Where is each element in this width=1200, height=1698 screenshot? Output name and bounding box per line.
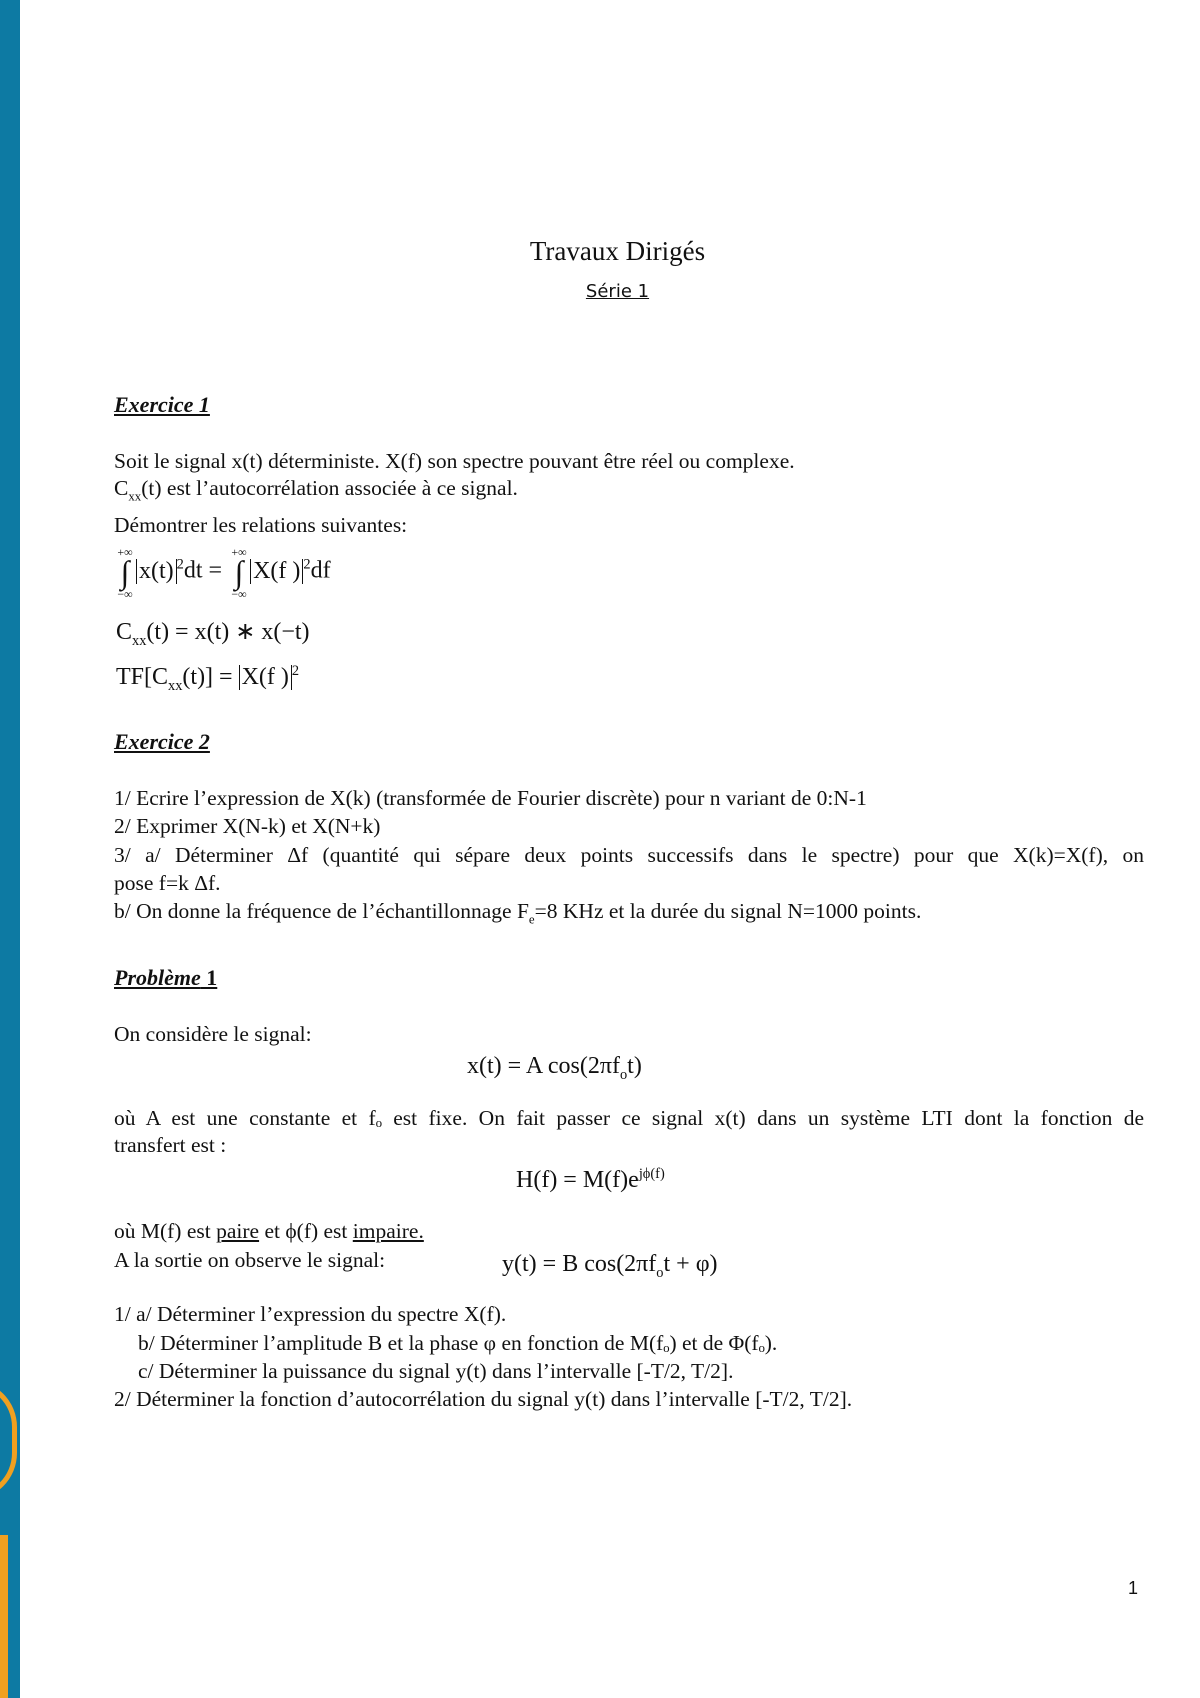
probleme1-para1: où A est une constante et fₒ est fixe. On fait passer ce signal x(t) dans un système LTI dont la fonction de: [114, 1106, 1144, 1130]
document-title: Travaux Dirigés: [529, 236, 706, 266]
exercice2-q3a: 3/ a/ Déterminer Δf (quantité qui sépare deux points successifs dans le spectre) pour que X(k)=X(f), on: [114, 843, 1144, 867]
probleme1-para1-cont: transfert est :: [114, 1133, 227, 1157]
probleme1-q1a: 1/ a/ Déterminer l’expression du spectre X(f).: [114, 1302, 507, 1326]
formula-autocorrelation: $C_{xx}(t) = x(t)$ ∗ x(−t): [116, 619, 310, 649]
exercice1-line2: $C_{xx}(t)$ est l’autocorrélation associée à ce signal.: [114, 476, 518, 504]
integral-sign: ∫ +∞ −∞: [117, 545, 133, 601]
formula-parseval: ∫ +∞ −∞ x(t) $^2$dt = ∫ +∞ −∞ X(f ) $^2$df: [114, 556, 331, 588]
formula-output-signal: y(t) = B $\cos(2\pi f_ot + \varphi)$: [502, 1251, 718, 1281]
probleme1-intro: On considère le signal:: [114, 1022, 312, 1046]
integral-sign: ∫ +∞ −∞: [231, 545, 247, 601]
probleme1-para2: où M(f) est paire et ϕ(f) est impaire.: [114, 1219, 424, 1243]
page-number: 1: [1128, 1578, 1139, 1598]
formula-transfer-function: $H(f) = M(f)e^{j\phi(f)}$: [516, 1166, 665, 1193]
exercice1-heading: Exercice 1: [114, 392, 210, 417]
exercice1-line3: Démontrer les relations suivantes:: [114, 513, 408, 537]
exercice2-q2: 2/ Exprimer X(N-k) et X(N+k): [114, 814, 381, 838]
probleme1-q2: 2/ Déterminer la fonction d’autocorrélation du signal y(t) dans l’intervalle [-T/2, T/2].: [114, 1387, 853, 1411]
document-subtitle: Série 1: [585, 281, 650, 302]
formula-fourier-transform: $TF[C_{xx}(t)] = X(f$ ) $^2$: [116, 663, 300, 694]
probleme1-heading: Problème 1: [114, 965, 218, 990]
exercice2-heading: Exercice 2: [114, 729, 210, 754]
exercice1-line1: Soit le signal x(t) déterministe. X(f) son spectre pouvant être réel ou complexe.: [114, 449, 795, 473]
exercice2-q1: 1/ Ecrire l’expression de X(k) (transformée de Fourier discrète) pour n variant de 0:N-1: [114, 786, 867, 810]
formula-input-signal: x(t) = A $\cos(2\pi f_ot)$: [467, 1053, 642, 1083]
probleme1-para3: A la sortie on observe le signal:: [114, 1248, 386, 1272]
exercice2-q3a-cont: pose f=k Δf.: [114, 871, 221, 895]
probleme1-q1b: b/ Déterminer l’amplitude B et la phase φ en fonction de M(fₒ) et de Φ(fₒ).: [138, 1331, 778, 1355]
probleme1-q1c: c/ Déterminer la puissance du signal y(t) dans l’intervalle [-T/2, T/2].: [138, 1359, 734, 1383]
exercice2-q3b: b/ On donne la fréquence de l’échantillonnage $F_e=8$ KHz et la durée du signal N=1000 points.: [114, 899, 922, 927]
